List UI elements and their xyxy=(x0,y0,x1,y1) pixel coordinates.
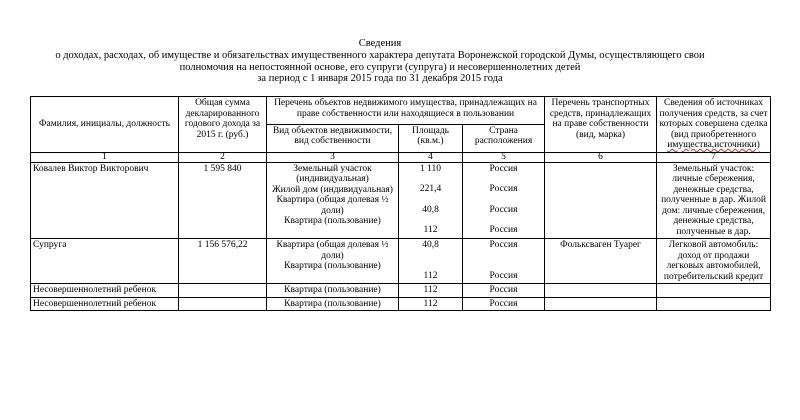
column-number-row xyxy=(31,152,771,162)
realty-areas xyxy=(399,239,463,284)
realty-countries xyxy=(463,239,545,284)
person-name: Супруга xyxy=(31,239,179,284)
person-income: 1 156 576,22 xyxy=(179,239,267,284)
column-number: 3 xyxy=(267,152,399,162)
header-realty-type: Вид объектов недвижимости, вид собственности xyxy=(267,124,399,152)
header-realty-group: Перечень объектов недвижимого имущества, принадлежащих на праве собственности или находящиеся в пользовании xyxy=(267,97,545,125)
person-income: 1 595 840 xyxy=(179,162,267,239)
header-realty-country: Страна расположения xyxy=(463,124,545,152)
document-title: Сведения xyxy=(358,38,402,49)
header-realty-area: Площадь (кв.м.) xyxy=(399,124,463,152)
realty-country: Россия xyxy=(489,204,518,215)
realty-type: Жилой дом (индивидуальная) xyxy=(272,184,393,195)
realty-type: Квартира (пользование) xyxy=(284,261,381,271)
header-sources-tail: имущества,источники) xyxy=(667,140,760,150)
realty-country: Россия xyxy=(489,270,518,281)
header-sources-text: Сведения об источниках получения средств, за счет которых совершена сделка (вид приобретенного xyxy=(659,98,768,140)
person-vehicles xyxy=(545,284,657,298)
realty-country: Россия xyxy=(489,225,518,235)
column-number: 2 xyxy=(179,152,267,162)
realty-type: Квартира (общая долевая ½ доли) xyxy=(276,240,389,261)
realty-area: 40,8 xyxy=(422,240,439,250)
realty-area: 221,4 xyxy=(419,184,442,194)
header-sources xyxy=(657,97,771,153)
table-row xyxy=(31,297,771,311)
realty-types xyxy=(267,162,399,239)
realty-area: 112 xyxy=(399,297,463,311)
realty-countries xyxy=(463,162,545,239)
realty-type: Квартира (пользование) xyxy=(267,284,399,298)
person-vehicles xyxy=(545,297,657,311)
column-number: 6 xyxy=(545,152,657,162)
declaration-table xyxy=(30,96,771,311)
header-income: Общая сумма декларированного годового дохода за 2015 г. (руб.) xyxy=(179,97,267,153)
document-period: за период с 1 января 2015 года по 31 декабря 2015 года xyxy=(257,73,503,84)
funding-sources: Легковой автомобиль: доход от продажи легковых автомобилей, потребительский кредит xyxy=(657,239,771,284)
document-subtitle-line-1: о доходах, расходах, об имуществе и обязательствах имущественного характера депутата Воронежской городской Думы, осуществляющего свои xyxy=(55,50,705,61)
column-number: 5 xyxy=(463,152,545,162)
realty-area: 112 xyxy=(423,270,438,281)
funding-sources xyxy=(657,297,771,311)
column-number: 1 xyxy=(31,152,179,162)
person-name: Ковалев Виктор Викторович xyxy=(31,162,179,239)
realty-country: Россия xyxy=(489,163,518,174)
realty-country: Россия xyxy=(489,184,518,194)
column-number: 4 xyxy=(399,152,463,162)
person-income xyxy=(179,297,267,311)
realty-area: 112 xyxy=(423,225,438,235)
document-subtitle-line-2: полномочия на непостоянной основе, его супруги (супруга) и несовершеннолетних детей xyxy=(179,62,581,73)
table-row xyxy=(31,284,771,298)
person-vehicles xyxy=(545,162,657,239)
realty-type: Квартира (пользование) xyxy=(284,216,381,226)
realty-area: 40,8 xyxy=(422,204,439,215)
column-number: 7 xyxy=(657,152,771,162)
header-name: Фамилия, инициалы, должность xyxy=(31,97,179,153)
realty-area: 112 xyxy=(399,284,463,298)
realty-country: Россия xyxy=(489,240,518,250)
funding-sources: Земельный участок: личные сбережения, денежные средства, полученные в дар. Жилой дом: личные сбережения, денежные средства, полученные в дар. xyxy=(657,162,771,239)
table-row xyxy=(31,239,771,284)
person-name: Несовершеннолетний ребенок xyxy=(31,297,179,311)
header-vehicles: Перечень транспортных средств, принадлежащих на праве собственности (вид, марка) xyxy=(545,97,657,153)
realty-type: Земельный участок (индивидуальная) xyxy=(293,163,372,184)
realty-country: Россия xyxy=(463,297,545,311)
table-row xyxy=(31,162,771,239)
realty-area: 1 110 xyxy=(419,163,442,174)
person-name: Несовершеннолетний ребенок xyxy=(31,284,179,298)
person-vehicles: Фольксваген Туарег xyxy=(545,239,657,284)
person-income xyxy=(179,284,267,298)
realty-areas xyxy=(399,162,463,239)
funding-sources xyxy=(657,284,771,298)
realty-type: Квартира (общая долевая ½ доли) xyxy=(276,195,389,216)
realty-type: Квартира (пользование) xyxy=(267,297,399,311)
realty-types xyxy=(267,239,399,284)
realty-country: Россия xyxy=(463,284,545,298)
